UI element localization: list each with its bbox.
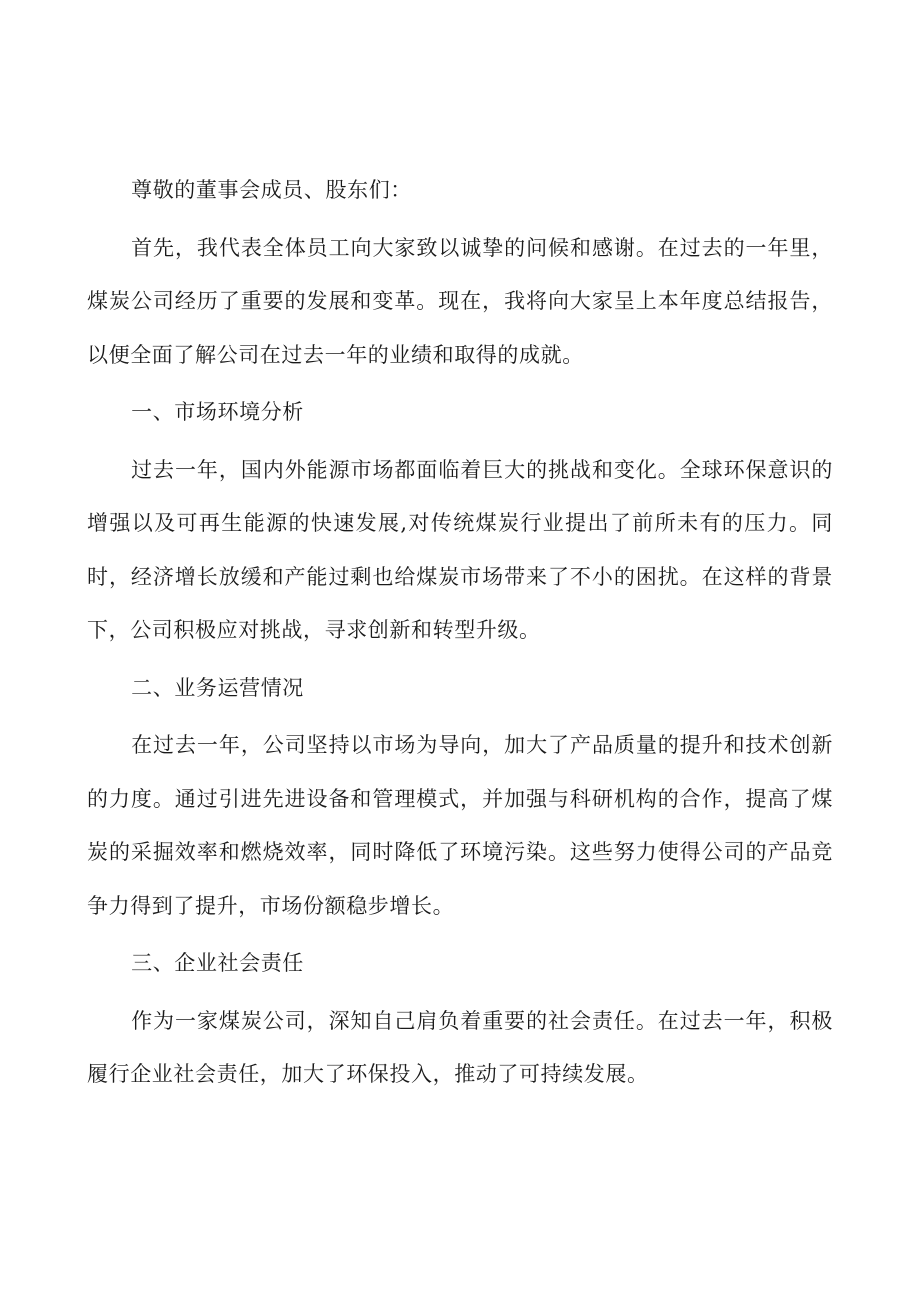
- section-body-operations: 在过去一年，公司坚持以市场为导向，加大了产品质量的提升和技术创新的力度。通过引进先进设备和管理模式，并加强与科研机构的合作，提高了煤炭的采掘效率和燃烧效率，同时降低了环境污染。这些努力使得公司的产品竞争力得到了提升，市场份额稳步增长。: [87, 733, 833, 918]
- intro-paragraph: 首先，我代表全体员工向大家致以诚挚的问候和感谢。在过去的一年里，煤炭公司经历了重要的发展和变革。现在，我将向大家呈上本年度总结报告，以便全面了解公司在过去一年的业绩和取得的成就。: [87, 235, 833, 367]
- section-heading-operations: 二、业务运营情况: [131, 675, 304, 700]
- document-page: [87, 0, 833, 1301]
- section-body-social-responsibility: 作为一家煤炭公司，深知自己肩负着重要的社会责任。在过去一年，积极履行企业社会责任，加大了环保投入，推动了可持续发展。: [87, 1008, 833, 1086]
- section-heading-social-responsibility: 三、企业社会责任: [131, 951, 304, 975]
- salutation: 尊敬的董事会成员、股东们：: [131, 178, 412, 202]
- section-heading-market: 一、市场环境分析: [131, 400, 304, 424]
- section-body-market: 过去一年，国内外能源市场都面临着巨大的挑战和变化。全球环保意识的增强以及可再生能源的快速发展,对传统煤炭行业提出了前所未有的压力。同时，经济增长放缓和产能过剩也给煤炭市场带来了不小的困扰。在这样的背景下，公司积极应对挑战，寻求创新和转型升级。: [87, 457, 833, 642]
- document-body: [87, 164, 833, 1102]
